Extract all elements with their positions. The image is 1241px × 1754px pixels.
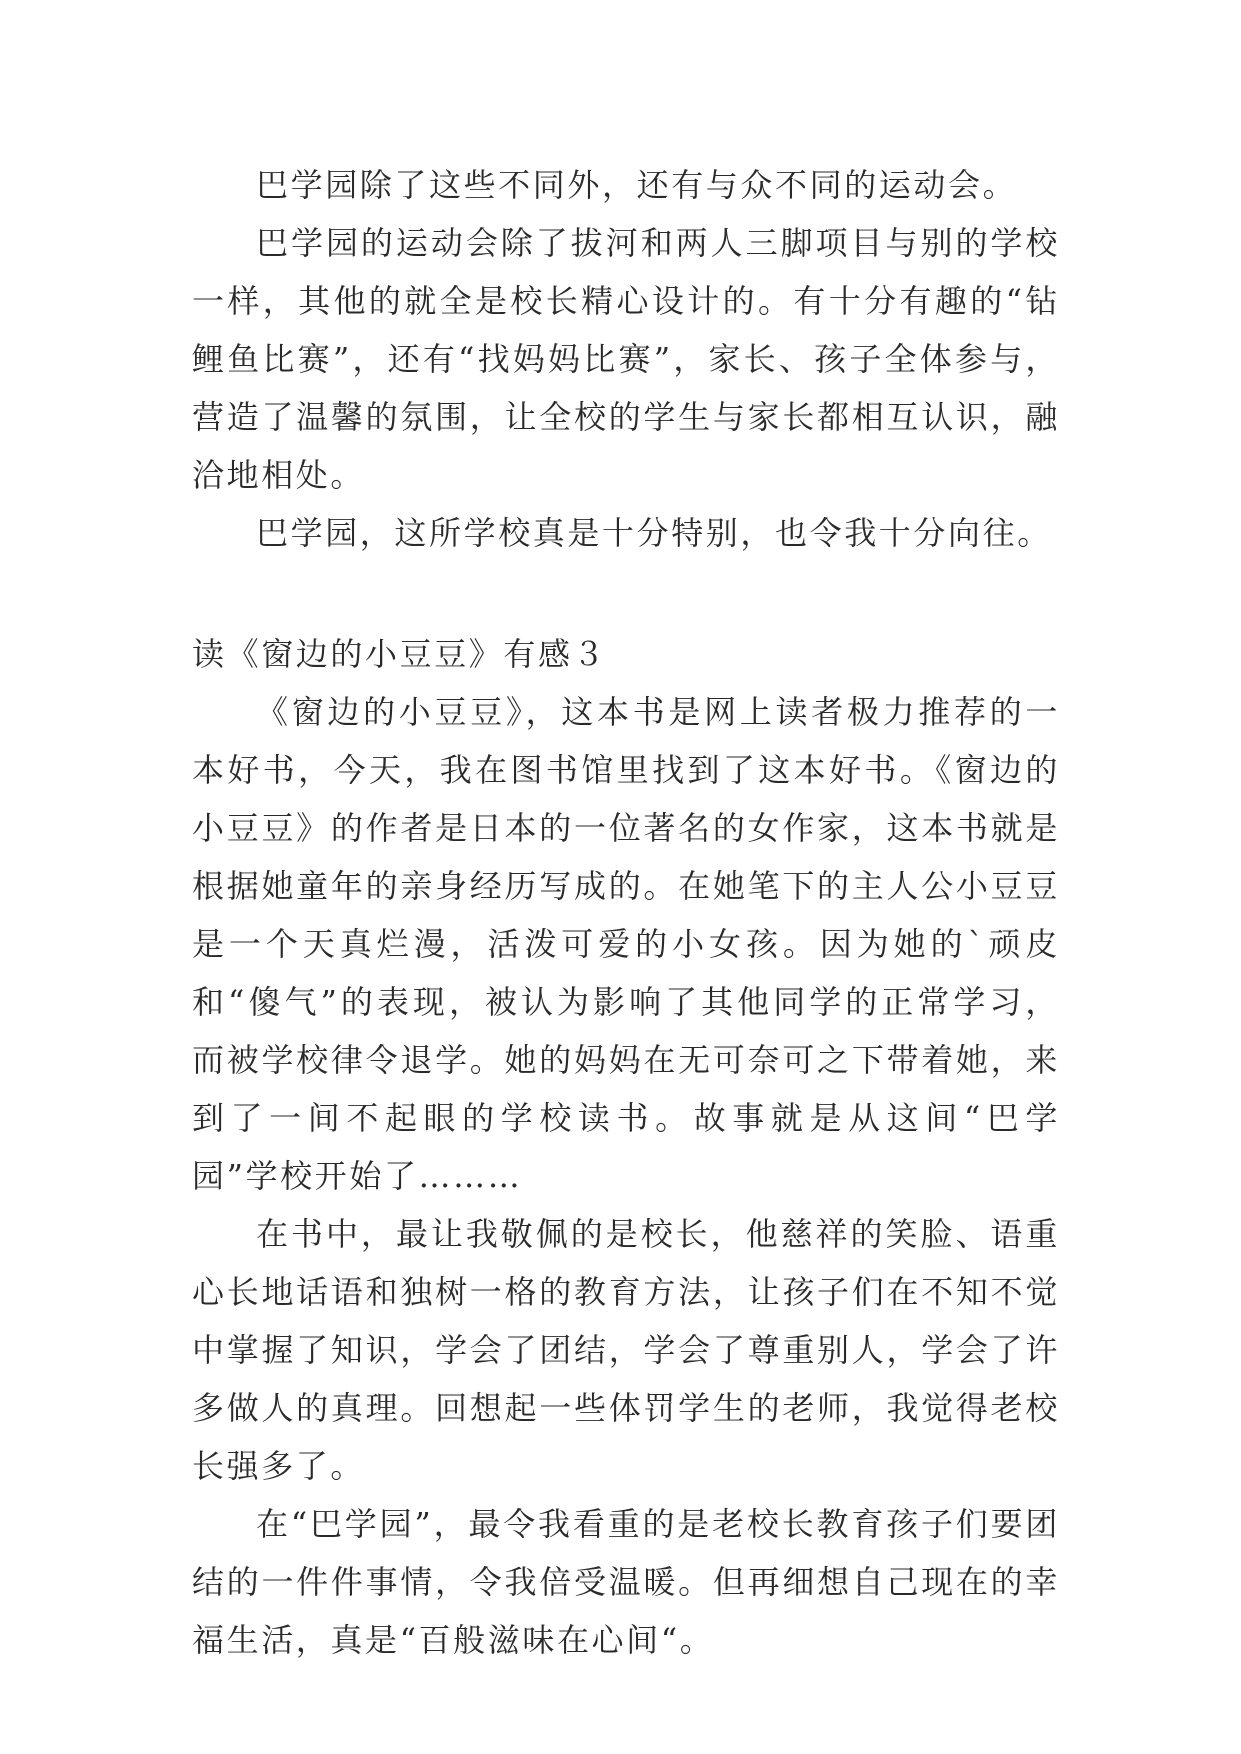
paragraph: 巴学园除了这些不同外，还有与众不同的运动会。: [256, 166, 1018, 204]
essay-continuation: [192, 156, 1060, 562]
paragraph: 在书中，最让我敬佩的是校长，他慈祥的笑脸、语重心长地话语和独树一格的教育方法，让孩子们在不知不觉中掌握了知识，学会了团结，学会了尊重别人，学会了许多做人的真理。回想起一些体罚学生的老师，我觉得老校长强多了。: [192, 1215, 1060, 1485]
essay-title: 读《窗边的小豆豆》有感３: [192, 635, 608, 673]
paragraph: 巴学园的运动会除了拔河和两人三脚项目与别的学校一样，其他的就全是校长精心设计的。有十分有趣的“钻鲤鱼比赛”，还有“找妈妈比赛”，家长、孩子全体参与，营造了温馨的氛围，让全校的学生与家长都相互认识，融洽地相处。: [192, 224, 1060, 494]
paragraph: 《窗边的小豆豆》，这本书是网上读者极力推荐的一本好书，今天，我在图书馆里找到了这本好书。《窗边的小豆豆》的作者是日本的一位著名的女作家，这本书就是根据她童年的亲身经历写成的。在她笔下的主人公小豆豆是一个天真烂漫，活泼可爱的小女孩。因为她的`顽皮和“傻气”的表现，被认为影响了其他同学的正常学习，而被学校律令退学。她的妈妈在无可奈可之下带着她，来到了一间不起眼的学校读书。故事就是从这间“巴学园”学校开始了………: [192, 693, 1060, 1195]
essay-section-3: [192, 625, 1060, 1669]
paragraph: 在“巴学园”，最令我看重的是老校长教育孩子们要团结的一件件事情，令我倍受温暖。但再细想自己现在的幸福生活，真是“百般滋味在心间“。: [192, 1505, 1060, 1659]
paragraph: 巴学园，这所学校真是十分特别，也令我十分向往。: [256, 514, 1052, 552]
